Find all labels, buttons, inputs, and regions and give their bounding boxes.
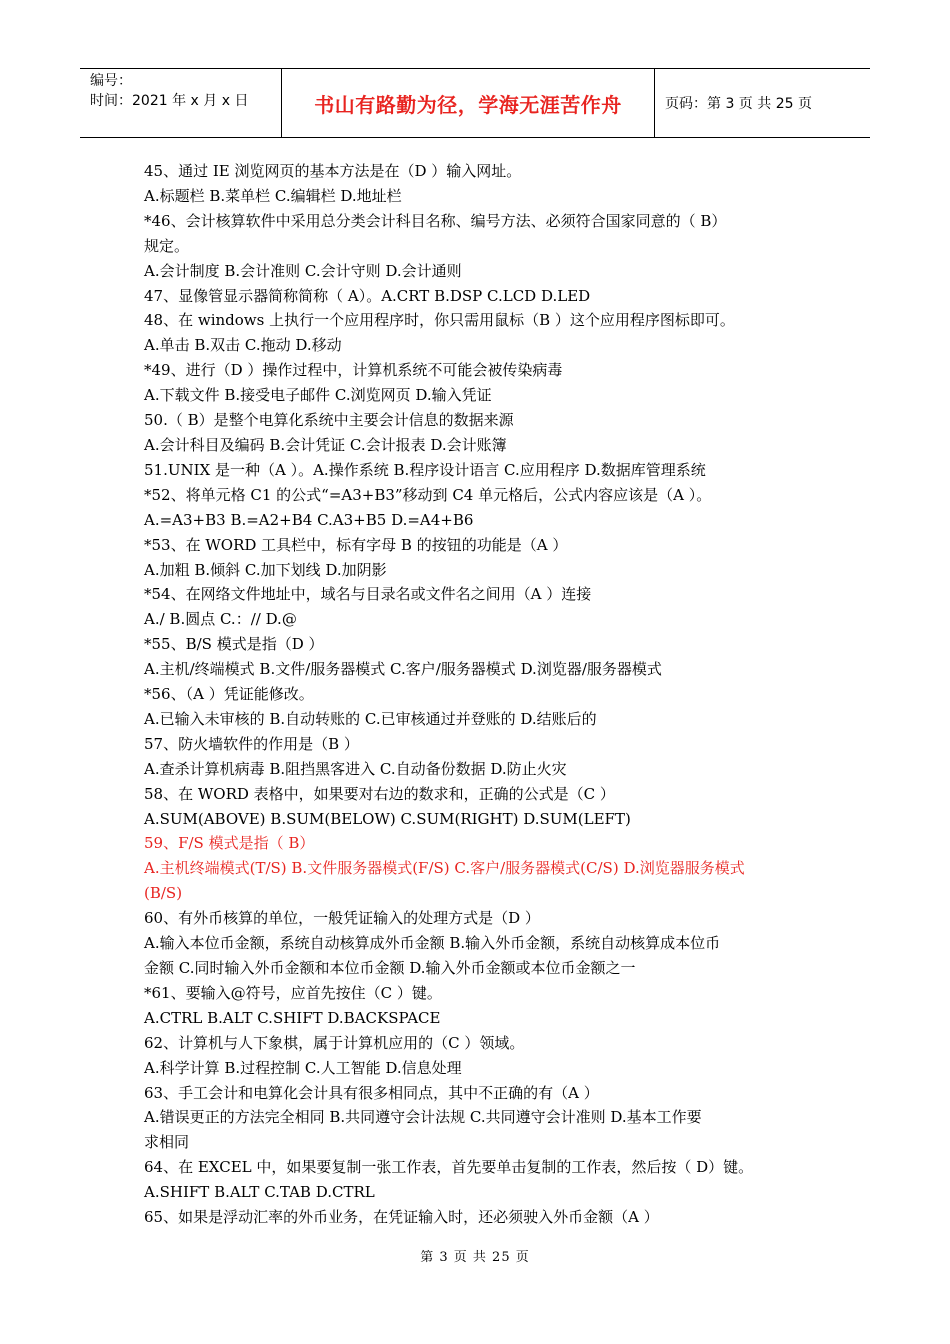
text-line: 45、通过 IE 浏览网页的基本方法是在（D ）输入网址。 (144, 162, 522, 180)
text-line: (B/S) (144, 884, 183, 903)
text-line: A./ B.圆点 C.：// D.@ (144, 610, 297, 629)
text-line: A.错误更正的方法完全相同 B.共同遵守会计法规 C.共同遵守会计准则 D.基本工作要 (144, 1108, 702, 1127)
text-line: A.SHIFT B.ALT C.TAB D.CTRL (144, 1183, 375, 1202)
text-line: 64、在 EXCEL 中，如果要复制一张工作表，首先要单击复制的工作表，然后按（ D）键。 (144, 1158, 754, 1177)
text-line: *46、会计核算软件中采用总分类会计科目名称、编号方法、必须符合国家同意的（ B） (144, 211, 727, 230)
page-footer: 第 3 页 共 25 页 (420, 1250, 530, 1265)
text-line: *49、进行（D ）操作过程中，计算机系统不可能会被传染病毒 (144, 361, 563, 380)
text-line: 48、在 windows 上执行一个应用程序时，你只需用鼠标（B ）这个应用程序图标即可。 (144, 311, 735, 330)
number-label: 编号： (90, 73, 132, 89)
text-line: 63、手工会计和电算化会计具有很多相同点，其中不正确的有（A ） (144, 1083, 599, 1102)
text-line: A.CTRL B.ALT C.SHIFT D.BACKSPACE (144, 1008, 441, 1027)
text-line: A.查杀计算机病毒 B.阻挡黑客进入 C.自动备份数据 D.防止火灾 (144, 759, 567, 778)
text-line: A.科学计算 B.过程控制 C.人工智能 D.信息处理 (144, 1058, 462, 1077)
text-line: A.加粗 B.倾斜 C.加下划线 D.加阴影 (144, 560, 387, 579)
text-line: 62、计算机与人下象棋，属于计算机应用的（C ）领域。 (144, 1033, 525, 1052)
text-line: A.会计科目及编码 B.会计凭证 C.会计报表 D.会计账簿 (144, 435, 507, 454)
text-line: *54、在网络文件地址中，域名与目录名或文件名之间用（A ）连接 (144, 585, 592, 604)
date-label: 时间：2021 年 x 月 x 日 (90, 93, 249, 109)
text-line: A.输入本位币金额，系统自动核算成外币金额 B.输入外币金额，系统自动核算成本位币 (144, 934, 721, 953)
text-line: A.主机/终端模式 B.文件/服务器模式 C.客户/服务器模式 D.浏览器/服务器模式 (144, 660, 662, 679)
text-line: A.主机终端模式(T/S) B.文件服务器模式(F/S) C.客户/服务器模式(C/S) D.浏览器服务模式 (144, 859, 745, 878)
header-page-label: 页码：第 3 页 共 25 页 (665, 96, 812, 112)
text-line: *52、将单元格 C1 的公式“=A3+B3”移动到 C4 单元格后，公式内容应该是（A ）。 (144, 485, 712, 504)
text-line: *56、（A ）凭证能修改。 (144, 685, 314, 704)
text-line: A.=A3+B3 B.=A2+B4 C.A3+B5 D.=A4+B6 (144, 510, 474, 529)
text-line: *61、要输入@符号，应首先按住（C ）键。 (144, 983, 442, 1002)
text-line: 59、F/S 模式是指（ B） (144, 834, 315, 853)
text-line: 58、在 WORD 表格中，如果要对右边的数求和，正确的公式是（C ） (144, 784, 615, 803)
text-line: 金额 C.同时输入外币金额和本位币金额 D.输入外币金额或本位币金额之一 (144, 959, 636, 977)
text-line: *55、B/S 模式是指（D ） (144, 635, 324, 654)
text-line: A.已输入未审核的 B.自动转账的 C.已审核通过并登账的 D.结账后的 (144, 709, 597, 728)
document-body (144, 159, 810, 1230)
text-line: 60、有外币核算的单位，一般凭证输入的处理方式是（D ） (144, 909, 540, 928)
text-line: A.会计制度 B.会计准则 C.会计守则 D.会计通则 (144, 261, 462, 280)
text-line: *53、在 WORD 工具栏中，标有字母 B 的按钮的功能是（A ） (144, 535, 568, 554)
text-line: 50.（ B）是整个电算化系统中主要会计信息的数据来源 (144, 411, 514, 430)
text-line: 51.UNIX 是一种（A ）。A.操作系统 B.程序设计语言 C.应用程序 D.数据库管理系统 (144, 460, 706, 479)
text-line: 求相同 (144, 1133, 190, 1152)
text-line: A.下载文件 B.接受电子邮件 C.浏览网页 D.输入凭证 (144, 386, 492, 405)
text-line: 57、防火墙软件的作用是（B ） (144, 734, 359, 753)
header-motto: 书山有路勤为径，学海无涯苦作舟 (282, 69, 655, 137)
text-line: 规定。 (144, 236, 190, 255)
text-line: 47、显像管显示器简称简称（ A）。A.CRT B.DSP C.LCD D.LED (144, 286, 591, 305)
text-line: 65、如果是浮动汇率的外币业务，在凭证输入时，还必须驶入外币金额（A ） (144, 1208, 659, 1227)
page-header (80, 68, 870, 138)
header-info (80, 69, 282, 137)
text-line: A.SUM(ABOVE) B.SUM(BELOW) C.SUM(RIGHT) D.SUM(LEFT) (144, 809, 631, 828)
text-line: A.单击 B.双击 C.拖动 D.移动 (144, 336, 342, 355)
text-line: A.标题栏 B.菜单栏 C.编辑栏 D.地址栏 (144, 186, 402, 205)
